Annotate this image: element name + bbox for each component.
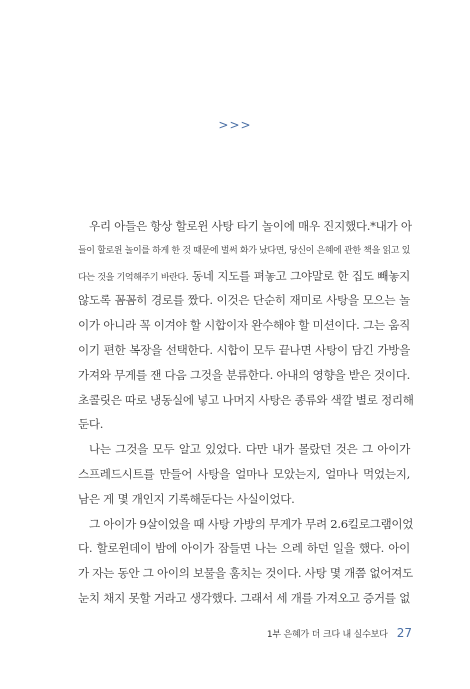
- text-line-mixed: [78, 264, 410, 289]
- text-line: 눈치 채지 못할 거라고 생각했다. 그래서 세 개를 가져오고 증거를 없: [78, 590, 410, 605]
- text-line: 남은 게 몇 개인지 기록해둔다는 사실이었다.: [78, 491, 295, 506]
- text-line: 이기 편한 복장을 선택한다. 시합이 모두 끝나면 사탕이 담긴 가방을: [78, 342, 410, 357]
- text-run: 동네 지도를 펴놓고 그야말로 한 집도 빼놓지: [188, 268, 410, 283]
- text-line: 나는 그것을 모두 알고 있었다. 다만 내가 몰랐던 것은 그 아이가: [89, 442, 410, 457]
- text-line: 우리 아들은 항상 할로윈 사탕 타기 놀이에 매우 진지했다.*내가 아: [89, 219, 412, 233]
- page-number: 27: [396, 626, 412, 640]
- text-line: 둔다.: [78, 417, 104, 432]
- text-line: 가져와 무게를 잰 다음 그것을 분류한다. 아내의 영향을 받은 것이다.: [78, 367, 410, 382]
- text-line: 않도록 꼼꼼히 경로를 짰다. 이것은 단순히 재미로 사탕을 모으는 놀: [78, 293, 410, 308]
- text-line: 그 아이가 9살이었을 때 사탕 가방의 무게가 무려 2.6킬로그램이었: [89, 516, 414, 531]
- text-line: 초콜릿은 따로 냉동실에 넣고 나머지 사탕은 종류와 색깔 별로 정리해: [78, 392, 414, 407]
- text-line: 이가 아니라 꼭 이겨야 할 시합이자 완수해야 할 미션이다. 그는 움직: [78, 318, 410, 333]
- text-line: 가 자는 동안 그 아이의 보물을 훔치는 것이다. 사탕 몇 개쯤 없어져도: [78, 566, 413, 581]
- text-line: 스프레드시트를 만들어 사탕을 얼마나 모았는지, 얼마나 먹었는지,: [78, 466, 410, 481]
- running-head: 1부 은혜가 더 크다 내 실수보다: [266, 630, 388, 640]
- footnote-line: 들이 할로윈 놀이를 하게 한 것 때문에 벌써 화가 났다면, 당신이 은혜에 관한 책을 읽고 있: [78, 245, 410, 256]
- section-mark: >>>: [218, 118, 252, 132]
- page-footer: [267, 622, 412, 641]
- body-text: [78, 214, 414, 611]
- footnote-run: 다는 것을 기억해주기 바란다.: [78, 272, 189, 283]
- text-line: 다. 할로윈데이 밤에 아이가 잠들면 나는 으레 하던 일을 했다. 아이: [78, 541, 410, 556]
